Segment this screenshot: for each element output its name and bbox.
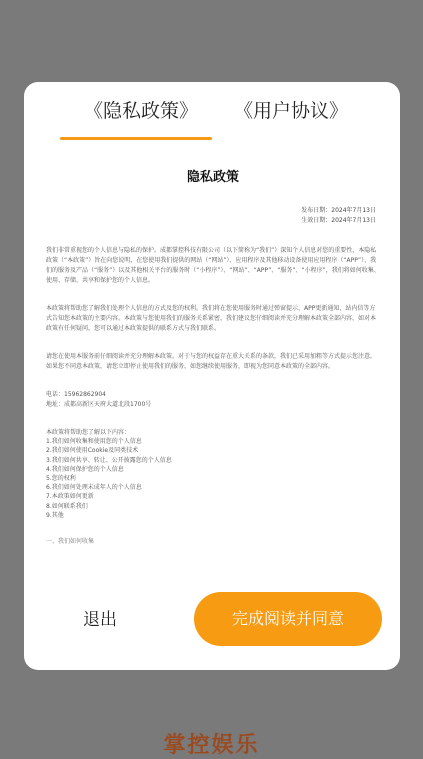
document-title: 隐私政策 — [186, 170, 239, 185]
toc-item: 7.本政策如何更新 — [46, 493, 94, 501]
policy-document[interactable] — [46, 152, 380, 572]
toc-item: 2.我们如何使用Cookie及同类技术 — [46, 447, 139, 455]
tab-bar — [24, 82, 400, 140]
toc-item: 8.如何联系我们 — [46, 502, 88, 510]
background-brand-text: 掌控娱乐 — [163, 733, 260, 758]
privacy-dialog — [24, 82, 400, 670]
policy-paragraph: 本政策将帮助您了解我们处理个人信息的方式及您的权利。我们将在您使用服务时通过弹窗提示、APP更新通知、站内信等方式告知您本政策的主要内容。本政策与您使用我们的服务关系紧密，我们建议您仔细阅读并充分理解本政策全部内容。如对本政策有任何疑问，您可以通过本政策提供的联系方式与我们联系。 — [46, 305, 377, 332]
document-dates — [46, 206, 380, 226]
tab-privacy-policy[interactable]: 《隐私政策》 — [84, 100, 199, 122]
toc-item: 1.我们如何收集和使用您的个人信息 — [46, 438, 142, 446]
toc-heading: 本政策将帮助您了解以下内容： — [46, 429, 131, 436]
policy-paragraph: 请您在使用本服务前仔细阅读并充分理解本政策。对于与您的权益存在重大关系的条款，我们已采用加粗等方式提示您注意。如果您不同意本政策，请您立即停止使用我们的服务。如您继续使用服务，即视为您同意本政策的全部内容。 — [46, 353, 377, 370]
publish-date: 发布日期：2024年7月13日 — [301, 207, 376, 214]
toc-item: 3.我们如何共享、转让、公开披露您的个人信息 — [46, 456, 172, 464]
toc-item: 6.我们如何处理未成年人的个人信息 — [46, 484, 142, 492]
active-tab-indicator — [60, 137, 212, 140]
policy-paragraph: 我们非常重视您的个人信息与隐私的保护。成都掌控科技有限公司（以下简称为“我们”）深知个人信息对您的重要性，本隐私政策（“本政策”）旨在向您说明，在您使用我们提供的网站（“网站”）、应用程序及其他移动设备使用应用程序（“APP”）、我们的服务及产品（“服务”）以及其他相关平台的服务时（“小程序”）、“网站”、“APP”、“服务”、“小程序”，我们将如何收集、使用、存储、共享和保护您的个人信息。 — [46, 247, 380, 284]
section-heading: 一、我们如何收集 — [46, 538, 95, 546]
contact-phone: 电话：15962862904 — [46, 391, 106, 398]
table-of-contents — [46, 428, 380, 520]
toc-item: 5.您的权利 — [46, 475, 76, 483]
agree-button[interactable]: 完成阅读并同意 — [194, 592, 382, 646]
tab-user-agreement[interactable]: 《用户协议》 — [234, 100, 349, 122]
exit-button[interactable]: 退出 — [83, 610, 117, 630]
toc-item: 9.其他 — [46, 511, 64, 519]
contact-info — [46, 390, 380, 410]
effective-date: 生效日期：2024年7月13日 — [301, 217, 376, 224]
toc-item: 4.我们如何保护您的个人信息 — [46, 465, 124, 473]
contact-address: 地址：成都高新区天府大道北段1700号 — [46, 401, 152, 408]
